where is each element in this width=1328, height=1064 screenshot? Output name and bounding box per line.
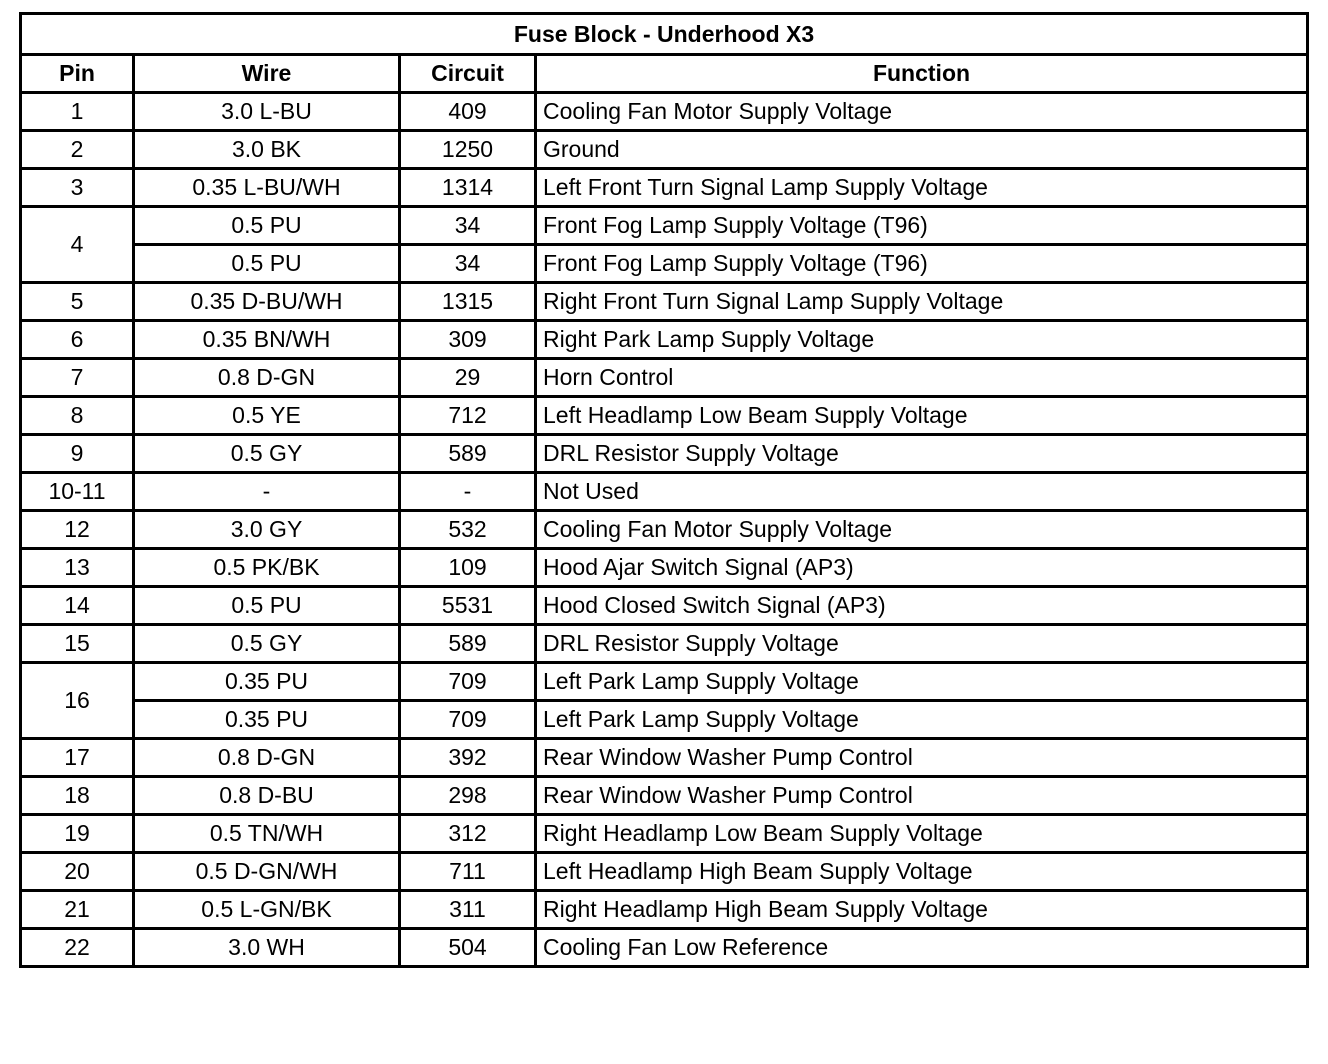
- wire-cell: 0.35 L-BU/WH: [134, 169, 400, 207]
- table-row: [21, 321, 1308, 359]
- pin-cell: 1: [21, 93, 134, 131]
- circuit-cell: 311: [400, 891, 536, 929]
- pin-cell: 13: [21, 549, 134, 587]
- table-row: [21, 929, 1308, 967]
- function-cell: Left Front Turn Signal Lamp Supply Voltage: [536, 169, 1308, 207]
- table-row: [21, 701, 1308, 739]
- function-cell: DRL Resistor Supply Voltage: [536, 625, 1308, 663]
- header-row: [21, 55, 1308, 93]
- function-cell: Left Park Lamp Supply Voltage: [536, 701, 1308, 739]
- circuit-cell: 312: [400, 815, 536, 853]
- table-row: [21, 549, 1308, 587]
- wire-cell: 0.8 D-GN: [134, 739, 400, 777]
- function-cell: Right Park Lamp Supply Voltage: [536, 321, 1308, 359]
- pin-cell: 14: [21, 587, 134, 625]
- wire-cell: 0.5 GY: [134, 435, 400, 473]
- header-function: Function: [536, 55, 1308, 93]
- pin-cell: 8: [21, 397, 134, 435]
- pin-cell: 4: [21, 207, 134, 283]
- circuit-cell: 589: [400, 435, 536, 473]
- wire-cell: 0.5 PU: [134, 587, 400, 625]
- function-cell: Not Used: [536, 473, 1308, 511]
- function-cell: Left Park Lamp Supply Voltage: [536, 663, 1308, 701]
- circuit-cell: 34: [400, 207, 536, 245]
- table-row: [21, 435, 1308, 473]
- wire-cell: 0.5 PU: [134, 207, 400, 245]
- pin-cell: 6: [21, 321, 134, 359]
- wire-cell: 0.5 L-GN/BK: [134, 891, 400, 929]
- function-cell: Horn Control: [536, 359, 1308, 397]
- wire-cell: 3.0 L-BU: [134, 93, 400, 131]
- pin-cell: 7: [21, 359, 134, 397]
- pin-cell: 5: [21, 283, 134, 321]
- function-cell: Left Headlamp Low Beam Supply Voltage: [536, 397, 1308, 435]
- pin-cell: 18: [21, 777, 134, 815]
- header-pin: Pin: [21, 55, 134, 93]
- wire-cell: 0.35 PU: [134, 701, 400, 739]
- circuit-cell: 711: [400, 853, 536, 891]
- wire-cell: -: [134, 473, 400, 511]
- pin-cell: 3: [21, 169, 134, 207]
- table-row: [21, 245, 1308, 283]
- wire-cell: 0.35 D-BU/WH: [134, 283, 400, 321]
- table-row: [21, 283, 1308, 321]
- pin-cell: 22: [21, 929, 134, 967]
- pinout-table: [19, 12, 1309, 968]
- circuit-cell: 5531: [400, 587, 536, 625]
- circuit-cell: 309: [400, 321, 536, 359]
- wire-cell: 0.5 GY: [134, 625, 400, 663]
- function-cell: Rear Window Washer Pump Control: [536, 777, 1308, 815]
- wire-cell: 3.0 BK: [134, 131, 400, 169]
- circuit-cell: 29: [400, 359, 536, 397]
- table-row: [21, 511, 1308, 549]
- function-cell: Left Headlamp High Beam Supply Voltage: [536, 853, 1308, 891]
- function-cell: Cooling Fan Motor Supply Voltage: [536, 93, 1308, 131]
- circuit-cell: 298: [400, 777, 536, 815]
- header-wire: Wire: [134, 55, 400, 93]
- table-row: [21, 359, 1308, 397]
- wire-cell: 0.5 D-GN/WH: [134, 853, 400, 891]
- circuit-cell: 712: [400, 397, 536, 435]
- table-row: [21, 207, 1308, 245]
- circuit-cell: 1250: [400, 131, 536, 169]
- wire-cell: 0.35 PU: [134, 663, 400, 701]
- pin-cell: 10-11: [21, 473, 134, 511]
- wire-cell: 0.5 YE: [134, 397, 400, 435]
- pin-cell: 12: [21, 511, 134, 549]
- circuit-cell: 392: [400, 739, 536, 777]
- function-cell: Front Fog Lamp Supply Voltage (T96): [536, 207, 1308, 245]
- table-row: [21, 397, 1308, 435]
- header-circuit: Circuit: [400, 55, 536, 93]
- wire-cell: 0.8 D-BU: [134, 777, 400, 815]
- table-row: [21, 739, 1308, 777]
- table-row: [21, 625, 1308, 663]
- pin-cell: 19: [21, 815, 134, 853]
- function-cell: Right Headlamp Low Beam Supply Voltage: [536, 815, 1308, 853]
- function-cell: Right Front Turn Signal Lamp Supply Voltage: [536, 283, 1308, 321]
- pin-cell: 16: [21, 663, 134, 739]
- function-cell: Front Fog Lamp Supply Voltage (T96): [536, 245, 1308, 283]
- circuit-cell: 532: [400, 511, 536, 549]
- wire-cell: 0.35 BN/WH: [134, 321, 400, 359]
- title-row: [21, 14, 1308, 55]
- circuit-cell: 504: [400, 929, 536, 967]
- wire-cell: 3.0 GY: [134, 511, 400, 549]
- table-row: [21, 663, 1308, 701]
- pin-cell: 21: [21, 891, 134, 929]
- function-cell: Cooling Fan Low Reference: [536, 929, 1308, 967]
- function-cell: Hood Ajar Switch Signal (AP3): [536, 549, 1308, 587]
- pin-cell: 17: [21, 739, 134, 777]
- wire-cell: 3.0 WH: [134, 929, 400, 967]
- function-cell: Cooling Fan Motor Supply Voltage: [536, 511, 1308, 549]
- circuit-cell: 1314: [400, 169, 536, 207]
- function-cell: Right Headlamp High Beam Supply Voltage: [536, 891, 1308, 929]
- table-title: Fuse Block - Underhood X3: [21, 14, 1308, 55]
- circuit-cell: 109: [400, 549, 536, 587]
- table-row: [21, 891, 1308, 929]
- function-cell: DRL Resistor Supply Voltage: [536, 435, 1308, 473]
- pin-cell: 15: [21, 625, 134, 663]
- pin-cell: 20: [21, 853, 134, 891]
- function-cell: Rear Window Washer Pump Control: [536, 739, 1308, 777]
- table-row: [21, 777, 1308, 815]
- circuit-cell: 34: [400, 245, 536, 283]
- pin-cell: 2: [21, 131, 134, 169]
- table-row: [21, 587, 1308, 625]
- table-row: [21, 473, 1308, 511]
- wire-cell: 0.5 PU: [134, 245, 400, 283]
- circuit-cell: 409: [400, 93, 536, 131]
- circuit-cell: -: [400, 473, 536, 511]
- function-cell: Hood Closed Switch Signal (AP3): [536, 587, 1308, 625]
- table-row: [21, 93, 1308, 131]
- circuit-cell: 709: [400, 663, 536, 701]
- table-row: [21, 131, 1308, 169]
- table-row: [21, 169, 1308, 207]
- wire-cell: 0.8 D-GN: [134, 359, 400, 397]
- circuit-cell: 589: [400, 625, 536, 663]
- circuit-cell: 709: [400, 701, 536, 739]
- pinout-table-container: [19, 12, 1309, 968]
- wire-cell: 0.5 PK/BK: [134, 549, 400, 587]
- pin-cell: 9: [21, 435, 134, 473]
- wire-cell: 0.5 TN/WH: [134, 815, 400, 853]
- function-cell: Ground: [536, 131, 1308, 169]
- table-row: [21, 815, 1308, 853]
- table-row: [21, 853, 1308, 891]
- circuit-cell: 1315: [400, 283, 536, 321]
